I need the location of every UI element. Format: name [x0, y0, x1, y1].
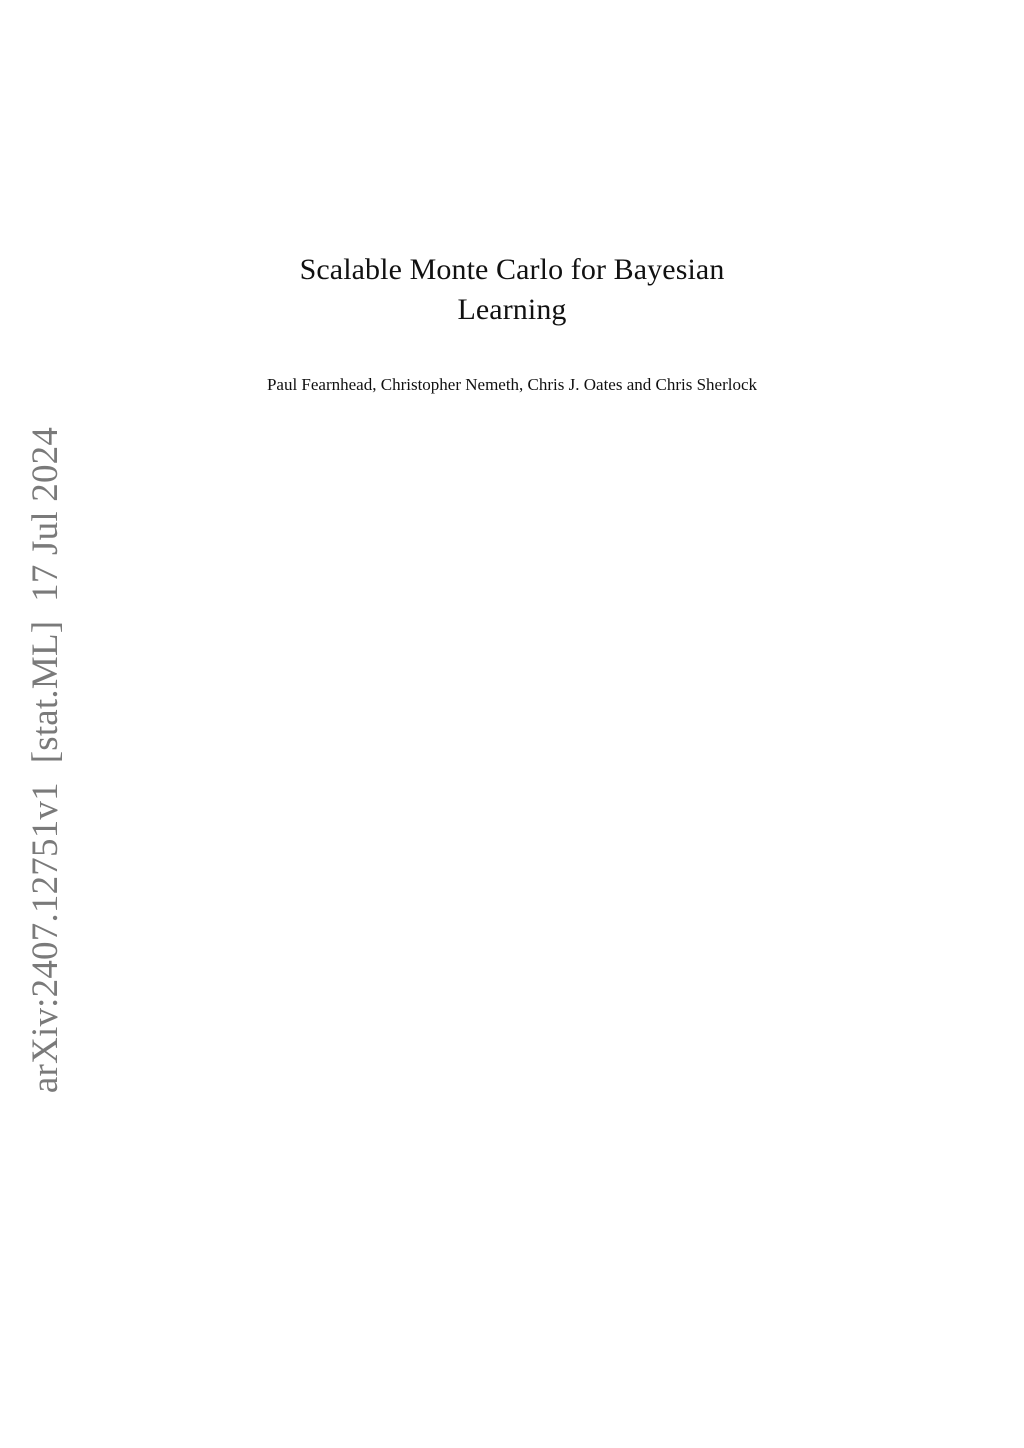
- author-list: Paul Fearnhead, Christopher Nemeth, Chris J. Oates and Chris Sherlock: [266, 375, 758, 394]
- title-line-1: Scalable Monte Carlo for Bayesian: [299, 253, 725, 286]
- title-line-2: Learning: [457, 293, 567, 326]
- paper-title: [0, 250, 1024, 330]
- arxiv-identifier-stamp: arXiv:2407.12751v1 [stat.ML] 17 Jul 2024: [25, 426, 66, 1094]
